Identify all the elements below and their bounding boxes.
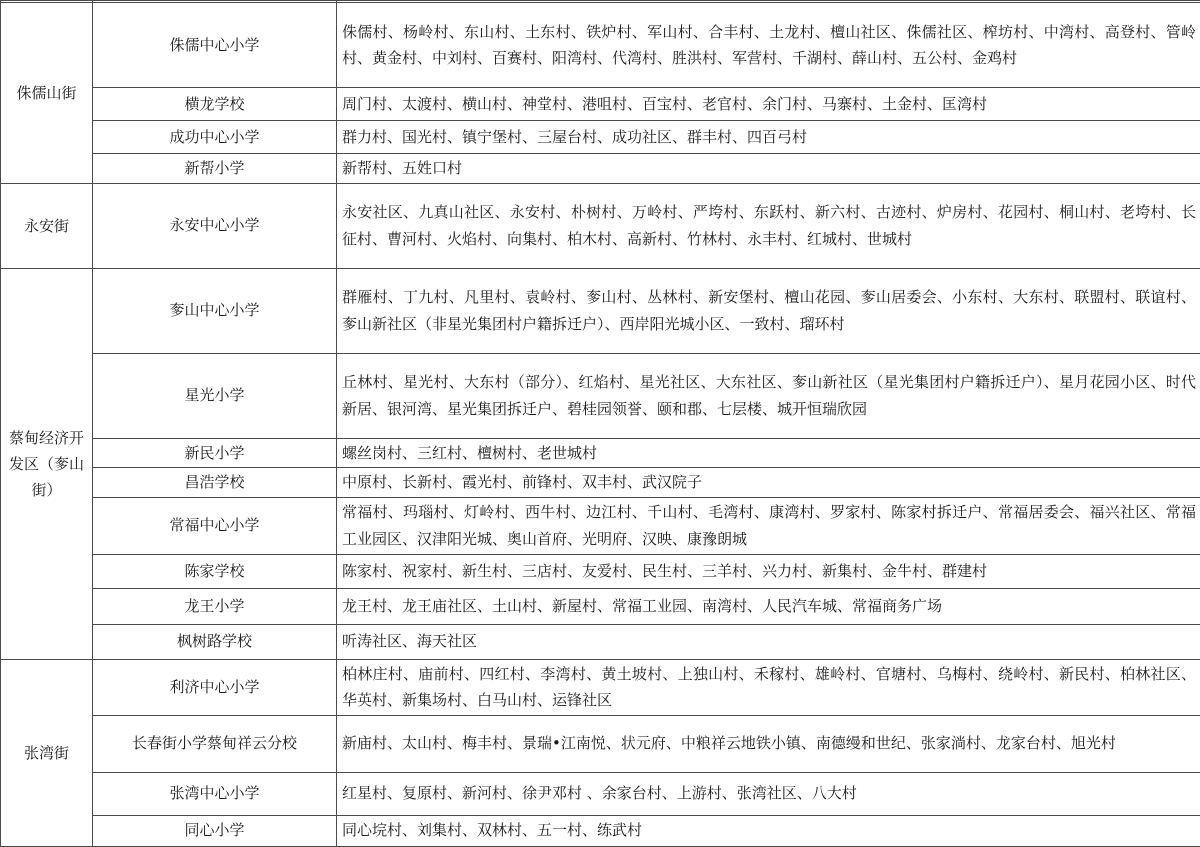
table-row — [1, 815, 1200, 846]
table-row — [1, 588, 1200, 624]
table-row — [1, 353, 1200, 438]
table-row — [1, 154, 1200, 184]
villages-cell: 柏林庄村、庙前村、四红村、李湾村、黄土坡村、上独山村、禾稼村、雄岭村、官塘村、乌梅村、绕岭村、新民村、柏林社区、华英村、新集场村、白马山村、运锋社区 — [337, 659, 1200, 715]
villages-cell: 红星村、复原村、新河村、徐尹邓村 、余家台村、上游村、张湾社区、八大村 — [337, 772, 1200, 815]
school-cell: 新民小学 — [93, 438, 337, 468]
school-cell: 永安中心小学 — [93, 183, 337, 268]
villages-cell: 新帮村、五姓口村 — [337, 154, 1200, 184]
table-row — [1, 772, 1200, 815]
table-row — [1, 624, 1200, 659]
table-row — [1, 183, 1200, 268]
school-cell: 枫树路学校 — [93, 624, 337, 659]
school-cell: 常福中心小学 — [93, 497, 337, 554]
school-cell: 陈家学校 — [93, 554, 337, 588]
table-row — [1, 121, 1200, 154]
table-row — [1, 268, 1200, 353]
school-cell: 侏儒中心小学 — [93, 3, 337, 88]
table-row — [1, 468, 1200, 498]
school-cell: 新帮小学 — [93, 154, 337, 184]
villages-cell: 听涛社区、海天社区 — [337, 624, 1200, 659]
table-row — [1, 88, 1200, 121]
villages-cell: 周门村、太渡村、横山村、神堂村、港咀村、百宝村、老官村、余门村、马寨村、土金村、匡湾村 — [337, 88, 1200, 121]
school-cell: 星光小学 — [93, 353, 337, 438]
villages-cell: 中原村、长新村、霞光村、前锋村、双丰村、武汉院子 — [337, 468, 1200, 498]
villages-cell: 新庙村、太山村、梅丰村、景瑞•江南悦、状元府、中粮祥云地铁小镇、南德缦和世纪、张家淌村、龙家台村、旭光村 — [337, 715, 1200, 772]
school-cell: 昌浩学校 — [93, 468, 337, 498]
street-cell: 蔡甸经济开发区（奓山街） — [1, 268, 93, 659]
villages-cell: 同心垸村、刘集村、双林村、五一村、练武村 — [337, 815, 1200, 846]
street-cell: 侏儒山街 — [1, 3, 93, 184]
villages-cell: 丘林村、星光村、大东村（部分）、红焰村、星光社区、大东社区、奓山新社区（星光集团村户籍拆迁户）、星月花园小区、时代新居、银河湾、星光集团拆迁户、碧桂园领誉、颐和郡、七层楼、城开恒瑞欣园 — [337, 353, 1200, 438]
school-cell: 同心小学 — [93, 815, 337, 846]
villages-cell: 龙王村、龙王庙社区、土山村、新屋村、常福工业园、南湾村、人民汽车城、常福商务广场 — [337, 588, 1200, 624]
table-row — [1, 554, 1200, 588]
villages-cell: 群雁村、丁九村、凡里村、袁岭村、奓山村、丛林村、新安堡村、檀山花园、奓山居委会、小东村、大东村、联盟村、联谊村、奓山新社区（非星光集团村户籍拆迁户）、西岸阳光城小区、一致村、瑠环村 — [337, 268, 1200, 353]
school-cell: 奓山中心小学 — [93, 268, 337, 353]
table-row — [1, 3, 1200, 88]
street-cell: 永安街 — [1, 183, 93, 268]
school-cell: 成功中心小学 — [93, 121, 337, 154]
school-cell: 横龙学校 — [93, 88, 337, 121]
villages-cell: 常福村、玛瑙村、灯岭村、西牛村、边江村、千山村、毛湾村、康湾村、罗家村、陈家村拆迁户、常福居委会、福兴社区、常福工业园区、汉津阳光城、奥山首府、光明府、汉映、康豫朗城 — [337, 497, 1200, 554]
school-cell: 长春街小学蔡甸祥云分校 — [93, 715, 337, 772]
table-row — [1, 438, 1200, 468]
villages-cell: 群力村、国光村、镇宁堡村、三屋台村、成功社区、群丰村、四百弓村 — [337, 121, 1200, 154]
villages-cell: 陈家村、祝家村、新生村、三店村、友爱村、民生村、三羊村、兴力村、新集村、金牛村、群建村 — [337, 554, 1200, 588]
table-row — [1, 659, 1200, 715]
street-cell: 张湾街 — [1, 659, 93, 846]
villages-cell: 永安社区、九真山社区、永安村、朴树村、万岭村、严垮村、东跃村、新六村、古迹村、炉房村、花园村、桐山村、老垮村、长征村、曹河村、火焰村、向集村、柏木村、高新村、竹林村、永丰村、红城村、世城村 — [337, 183, 1200, 268]
table-row — [1, 497, 1200, 554]
table-row — [1, 715, 1200, 772]
school-cell: 龙王小学 — [93, 588, 337, 624]
villages-cell: 侏儒村、杨岭村、东山村、土东村、铁炉村、军山村、合丰村、土龙村、檀山社区、侏儒社区、榨坊村、中湾村、高登村、管岭村、黄金村、中刘村、百赛村、阳湾村、代湾村、胜洪村、军营村、千湖村、薛山村、五公村、金鸡村 — [337, 3, 1200, 88]
school-cell: 利济中心小学 — [93, 659, 337, 715]
school-cell: 张湾中心小学 — [93, 772, 337, 815]
villages-cell: 螺丝岗村、三红村、檀树村、老世城村 — [337, 438, 1200, 468]
